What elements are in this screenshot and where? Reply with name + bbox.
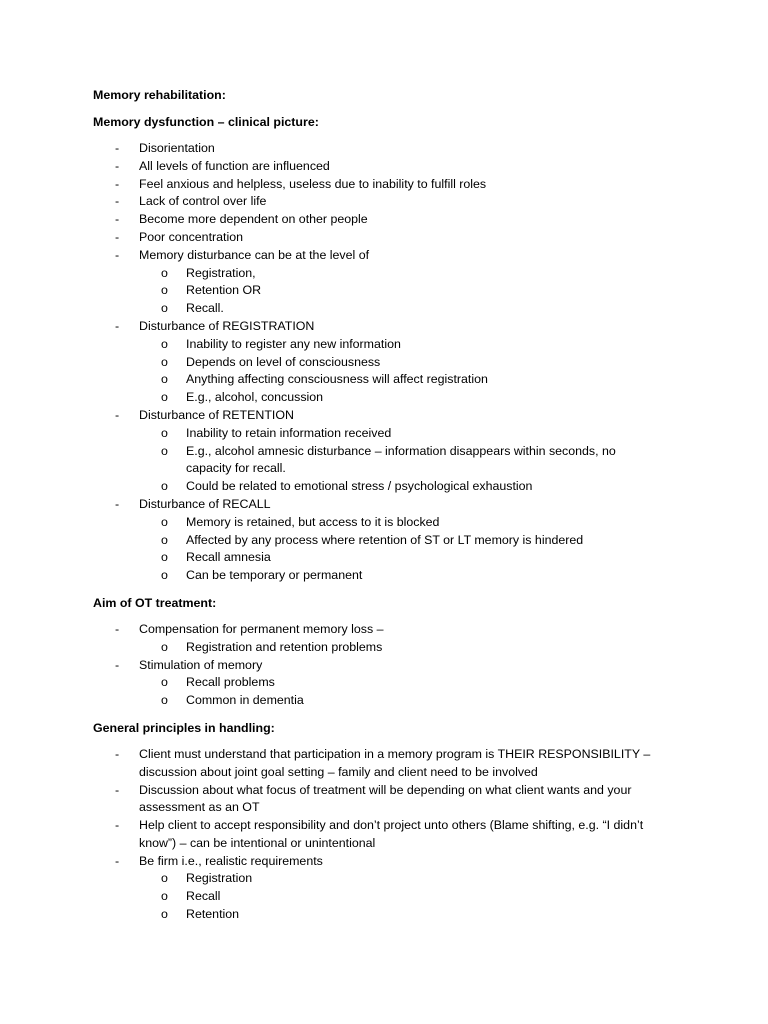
circle-bullet-marker: o <box>161 907 168 922</box>
sub-list-item <box>139 674 693 692</box>
sub-list-item <box>139 870 693 888</box>
list-item-text: Disorientation <box>139 141 215 155</box>
sub-list <box>139 514 693 585</box>
section-heading: General principles in handling: <box>93 720 275 735</box>
sub-list-item <box>139 549 693 567</box>
circle-bullet-marker: o <box>161 568 168 583</box>
list-item-text: Help client to accept responsibility and don’t project unto others (Blame shifting, e.g. “I didn’t know”) – can be intentional or unintentional <box>139 818 644 850</box>
dash-marker: - <box>115 158 120 173</box>
sub-list-item <box>139 692 693 710</box>
sub-list <box>139 674 693 710</box>
list-item-text: Memory disturbance can be at the level of <box>139 247 370 262</box>
sub-list-item-text: E.g., alcohol amnesic disturbance – information disappears within seconds, no capacity for recall. <box>186 443 616 476</box>
list-item <box>93 407 693 496</box>
circle-bullet-marker: o <box>161 301 168 316</box>
sub-list-item-text: Registration <box>186 871 253 886</box>
sub-list-item-text: Common in dementia <box>186 693 304 708</box>
dash-marker: - <box>115 212 120 227</box>
sub-list-item-text: Retention OR <box>186 283 262 298</box>
section-heading: Aim of OT treatment: <box>93 595 217 610</box>
sub-list-item <box>139 389 693 407</box>
list-item-text: Feel anxious and helpless, useless due to inability to fulfill roles <box>139 176 487 191</box>
dash-marker: - <box>115 746 120 761</box>
sub-list-item-text: Depends on level of consciousness <box>186 354 381 369</box>
list-item <box>93 176 693 194</box>
list-item <box>93 229 693 247</box>
list-item <box>93 782 693 818</box>
circle-bullet-marker: o <box>161 889 168 904</box>
list-item-text: Become more dependent on other people <box>139 212 368 227</box>
circle-bullet-marker: o <box>161 372 168 387</box>
circle-bullet-marker: o <box>161 639 168 654</box>
sub-list-item-text: Registration and retention problems <box>186 639 383 654</box>
sub-list-item-text: Inability to retain information received <box>186 425 392 440</box>
list-item-text: Be firm i.e., realistic requirements <box>139 853 323 868</box>
sub-list-item <box>139 354 693 372</box>
sub-list-item <box>139 336 693 354</box>
bullet-list <box>93 140 693 585</box>
list-item-text: Discussion about what focus of treatment will be depending on what client wants and your assessment as an OT <box>139 782 632 815</box>
sub-list-item-text: Recall. <box>186 301 224 316</box>
sub-list-item <box>139 532 693 550</box>
dash-marker: - <box>115 853 120 868</box>
dash-marker: - <box>115 621 120 636</box>
dash-marker: - <box>115 194 120 209</box>
list-item <box>93 853 693 924</box>
sub-list-item-text: E.g., alcohol, concussion <box>186 390 324 405</box>
sub-list-item <box>139 443 693 479</box>
sub-list-item-text: Recall problems <box>186 675 275 690</box>
list-item-text: Compensation for permanent memory loss – <box>139 621 384 636</box>
sub-list-item <box>139 265 693 283</box>
list-item-text: Lack of control over life <box>139 194 267 209</box>
bullet-list <box>93 621 693 710</box>
sub-list-item <box>139 567 693 585</box>
list-item <box>93 211 693 229</box>
list-item <box>93 247 693 318</box>
circle-bullet-marker: o <box>161 283 168 298</box>
sub-list-item-text: Registration, <box>186 265 256 280</box>
list-item-text: Disturbance of REGISTRATION <box>139 318 315 333</box>
list-item <box>93 746 693 782</box>
sub-list-item <box>139 425 693 443</box>
dash-marker: - <box>115 141 120 155</box>
circle-bullet-marker: o <box>161 354 168 369</box>
sub-list-item-text: Recall amnesia <box>186 550 271 565</box>
sub-list <box>139 870 693 923</box>
list-item-text: All levels of function are influenced <box>139 158 330 173</box>
sub-list-item-text: Anything affecting consciousness will affect registration <box>186 372 488 387</box>
sub-list <box>139 639 693 657</box>
dash-marker: - <box>115 782 120 797</box>
list-item-text: Stimulation of memory <box>139 657 263 672</box>
bullet-list <box>93 746 693 924</box>
sub-list-item <box>139 639 693 657</box>
circle-bullet-marker: o <box>161 390 168 405</box>
list-item <box>93 817 693 853</box>
dash-marker: - <box>115 176 120 191</box>
circle-bullet-marker: o <box>161 693 168 708</box>
dash-marker: - <box>115 247 120 262</box>
circle-bullet-marker: o <box>161 514 168 529</box>
sub-list-item-text: Inability to register any new information <box>186 336 401 351</box>
sub-list-item <box>139 906 693 924</box>
sub-list <box>139 265 693 318</box>
dash-marker: - <box>115 818 120 833</box>
circle-bullet-marker: o <box>161 425 168 440</box>
document-title: Memory rehabilitation: <box>93 88 226 102</box>
dash-marker: - <box>115 496 120 511</box>
dash-marker: - <box>115 407 120 422</box>
list-item <box>93 318 693 407</box>
circle-bullet-marker: o <box>161 675 168 690</box>
circle-bullet-marker: o <box>161 871 168 886</box>
sub-list-item-text: Memory is retained, but access to it is blocked <box>186 514 440 529</box>
sub-list-item <box>139 371 693 389</box>
document-page <box>93 86 693 933</box>
list-item <box>93 158 693 176</box>
circle-bullet-marker: o <box>161 443 168 458</box>
circle-bullet-marker: o <box>161 265 168 280</box>
list-item <box>93 140 693 158</box>
sub-list-item <box>139 300 693 318</box>
list-item-text: Poor concentration <box>139 229 244 244</box>
circle-bullet-marker: o <box>161 550 168 565</box>
circle-bullet-marker: o <box>161 532 168 547</box>
document-body <box>93 113 693 924</box>
section-heading: Memory dysfunction – clinical picture: <box>93 115 319 129</box>
circle-bullet-marker: o <box>161 479 168 494</box>
sub-list-item <box>139 282 693 300</box>
list-item <box>93 657 693 710</box>
sub-list-item <box>139 514 693 532</box>
list-item-text: Client must understand that participation in a memory program is THEIR RESPONSIBILITY – discussion about joint goal setting – family and client need to be involved <box>139 746 651 779</box>
sub-list-item-text: Affected by any process where retention of ST or LT memory is hindered <box>186 532 584 547</box>
sub-list-item-text: Could be related to emotional stress / psychological exhaustion <box>186 479 533 494</box>
sub-list-item <box>139 478 693 496</box>
dash-marker: - <box>115 229 120 244</box>
list-item-text: Disturbance of RETENTION <box>139 407 294 422</box>
list-item <box>93 193 693 211</box>
sub-list <box>139 336 693 407</box>
list-item <box>93 621 693 657</box>
dash-marker: - <box>115 318 120 333</box>
circle-bullet-marker: o <box>161 336 168 351</box>
dash-marker: - <box>115 657 120 672</box>
list-item-text: Disturbance of RECALL <box>139 496 271 511</box>
sub-list <box>139 425 693 496</box>
sub-list-item-text: Recall <box>186 889 221 904</box>
sub-list-item-text: Retention <box>186 907 240 922</box>
list-item <box>93 496 693 585</box>
sub-list-item <box>139 888 693 906</box>
sub-list-item-text: Can be temporary or permanent <box>186 568 363 583</box>
